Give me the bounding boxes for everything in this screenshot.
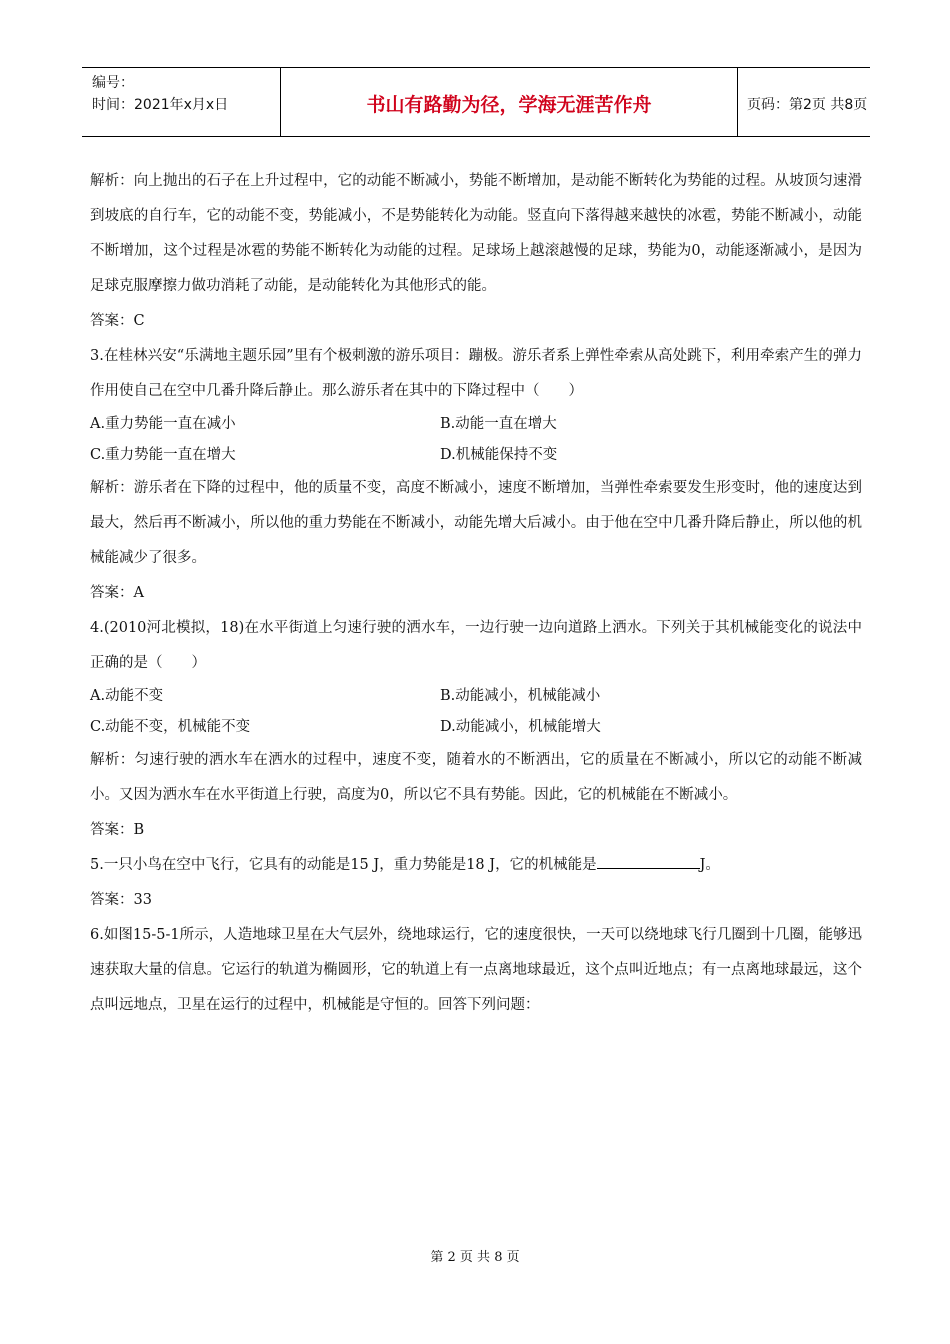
q3-options-row-2: [90, 440, 862, 471]
header-left-cell: [82, 68, 280, 136]
document-body: [90, 164, 862, 1023]
q3-options-row-1: [90, 409, 862, 440]
q3-option-d: D.机械能保持不变: [440, 447, 558, 463]
q2-analysis: 解析：向上抛出的石子在上升过程中，它的动能不断减小，势能不断增加，是动能不断转化为势能的过程。从坡顶匀速滑到坡底的自行车，它的动能不变，势能减小，不是势能转化为动能。竖直向下落得越来越快的冰雹，势能不断减小，动能不断增加，这个过程是冰雹的势能不断转化为动能的过程。足球场上越滚越慢的足球，势能为0，动能逐渐减小，是因为足球克服摩擦力做功消耗了动能，是动能转化为其他形式的能。: [90, 173, 862, 294]
q3-analysis: 解析：游乐者在下降的过程中，他的质量不变，高度不断减小，速度不断增加，当弹性牵索要发生形变时，他的速度达到最大，然后再不断减小，所以他的重力势能在不断减小，动能先增大后减小。由于他在空中几番升降后静止，所以他的机械能减少了很多。: [90, 480, 862, 566]
q2-answer: 答案：C: [90, 313, 145, 329]
serial-number-label: 编号：: [92, 75, 134, 91]
q3-question: 3.在桂林兴安“乐满地主题乐园”里有个极刺激的游乐项目：蹦极。游乐者系上弹性牵索从高处跳下，利用牵索产生的弹力作用使自己在空中几番升降后静止。那么游乐者在其中的下降过程中（ ）: [90, 348, 862, 399]
q4-option-d: D.动能减小，机械能增大: [440, 719, 601, 735]
q5-text-before: 5.一只小鸟在空中飞行，它具有的动能是15 J，重力势能是18 J，它的机械能是: [90, 857, 597, 873]
q4-options-row-1: [90, 681, 862, 712]
q5-question: [90, 848, 862, 883]
page-header: [82, 67, 870, 137]
header-page-info: 页码：第2页 共8页: [747, 97, 868, 113]
header-right-cell: [737, 68, 870, 136]
q3-answer: 答案：A: [90, 585, 144, 601]
q5-text-after: J。: [699, 857, 720, 873]
q5-answer-blank: [597, 854, 700, 869]
q3-option-a: A.重力势能一直在减小: [90, 416, 236, 432]
q4-question: 4.(2010河北模拟，18)在水平街道上匀速行驶的洒水车，一边行驶一边向道路上洒水。下列关于其机械能变化的说法中正确的是（ ）: [90, 620, 862, 671]
q4-options-row-2: [90, 712, 862, 743]
q4-analysis: 解析：匀速行驶的洒水车在洒水的过程中，速度不变，随着水的不断洒出，它的质量在不断减小，所以它的动能不断减小。又因为洒水车在水平街道上行驶，高度为0，所以它不具有势能。因此，它的机械能在不断减小。: [90, 752, 862, 803]
header-motto-cell: [280, 68, 738, 136]
q4-option-c: C.动能不变，机械能不变: [90, 719, 251, 735]
q4-option-a: A.动能不变: [90, 688, 164, 704]
page-footer: 第 2 页 共 8 页: [430, 1250, 520, 1265]
q3-option-c: C.重力势能一直在增大: [90, 447, 236, 463]
date-label: 时间：2021年x月x日: [92, 97, 229, 113]
q4-answer: 答案：B: [90, 822, 145, 838]
q5-answer: 答案：33: [90, 892, 152, 908]
motto-text: 书山有路勤为径，学海无涯苦作舟: [366, 94, 652, 116]
q6-question: 6.如图15-5-1所示，人造地球卫星在大气层外，绕地球运行，它的速度很快，一天可以绕地球飞行几圈到十几圈，能够迅速获取大量的信息。它运行的轨道为椭圆形，它的轨道上有一点离地球最近，这个点叫近地点；有一点离地球最远，这个点叫远地点，卫星在运行的过程中，机械能是守恒的。回答下列问题：: [90, 927, 862, 1013]
q4-option-b: B.动能减小，机械能减小: [440, 688, 601, 704]
q3-option-b: B.动能一直在增大: [440, 416, 557, 432]
